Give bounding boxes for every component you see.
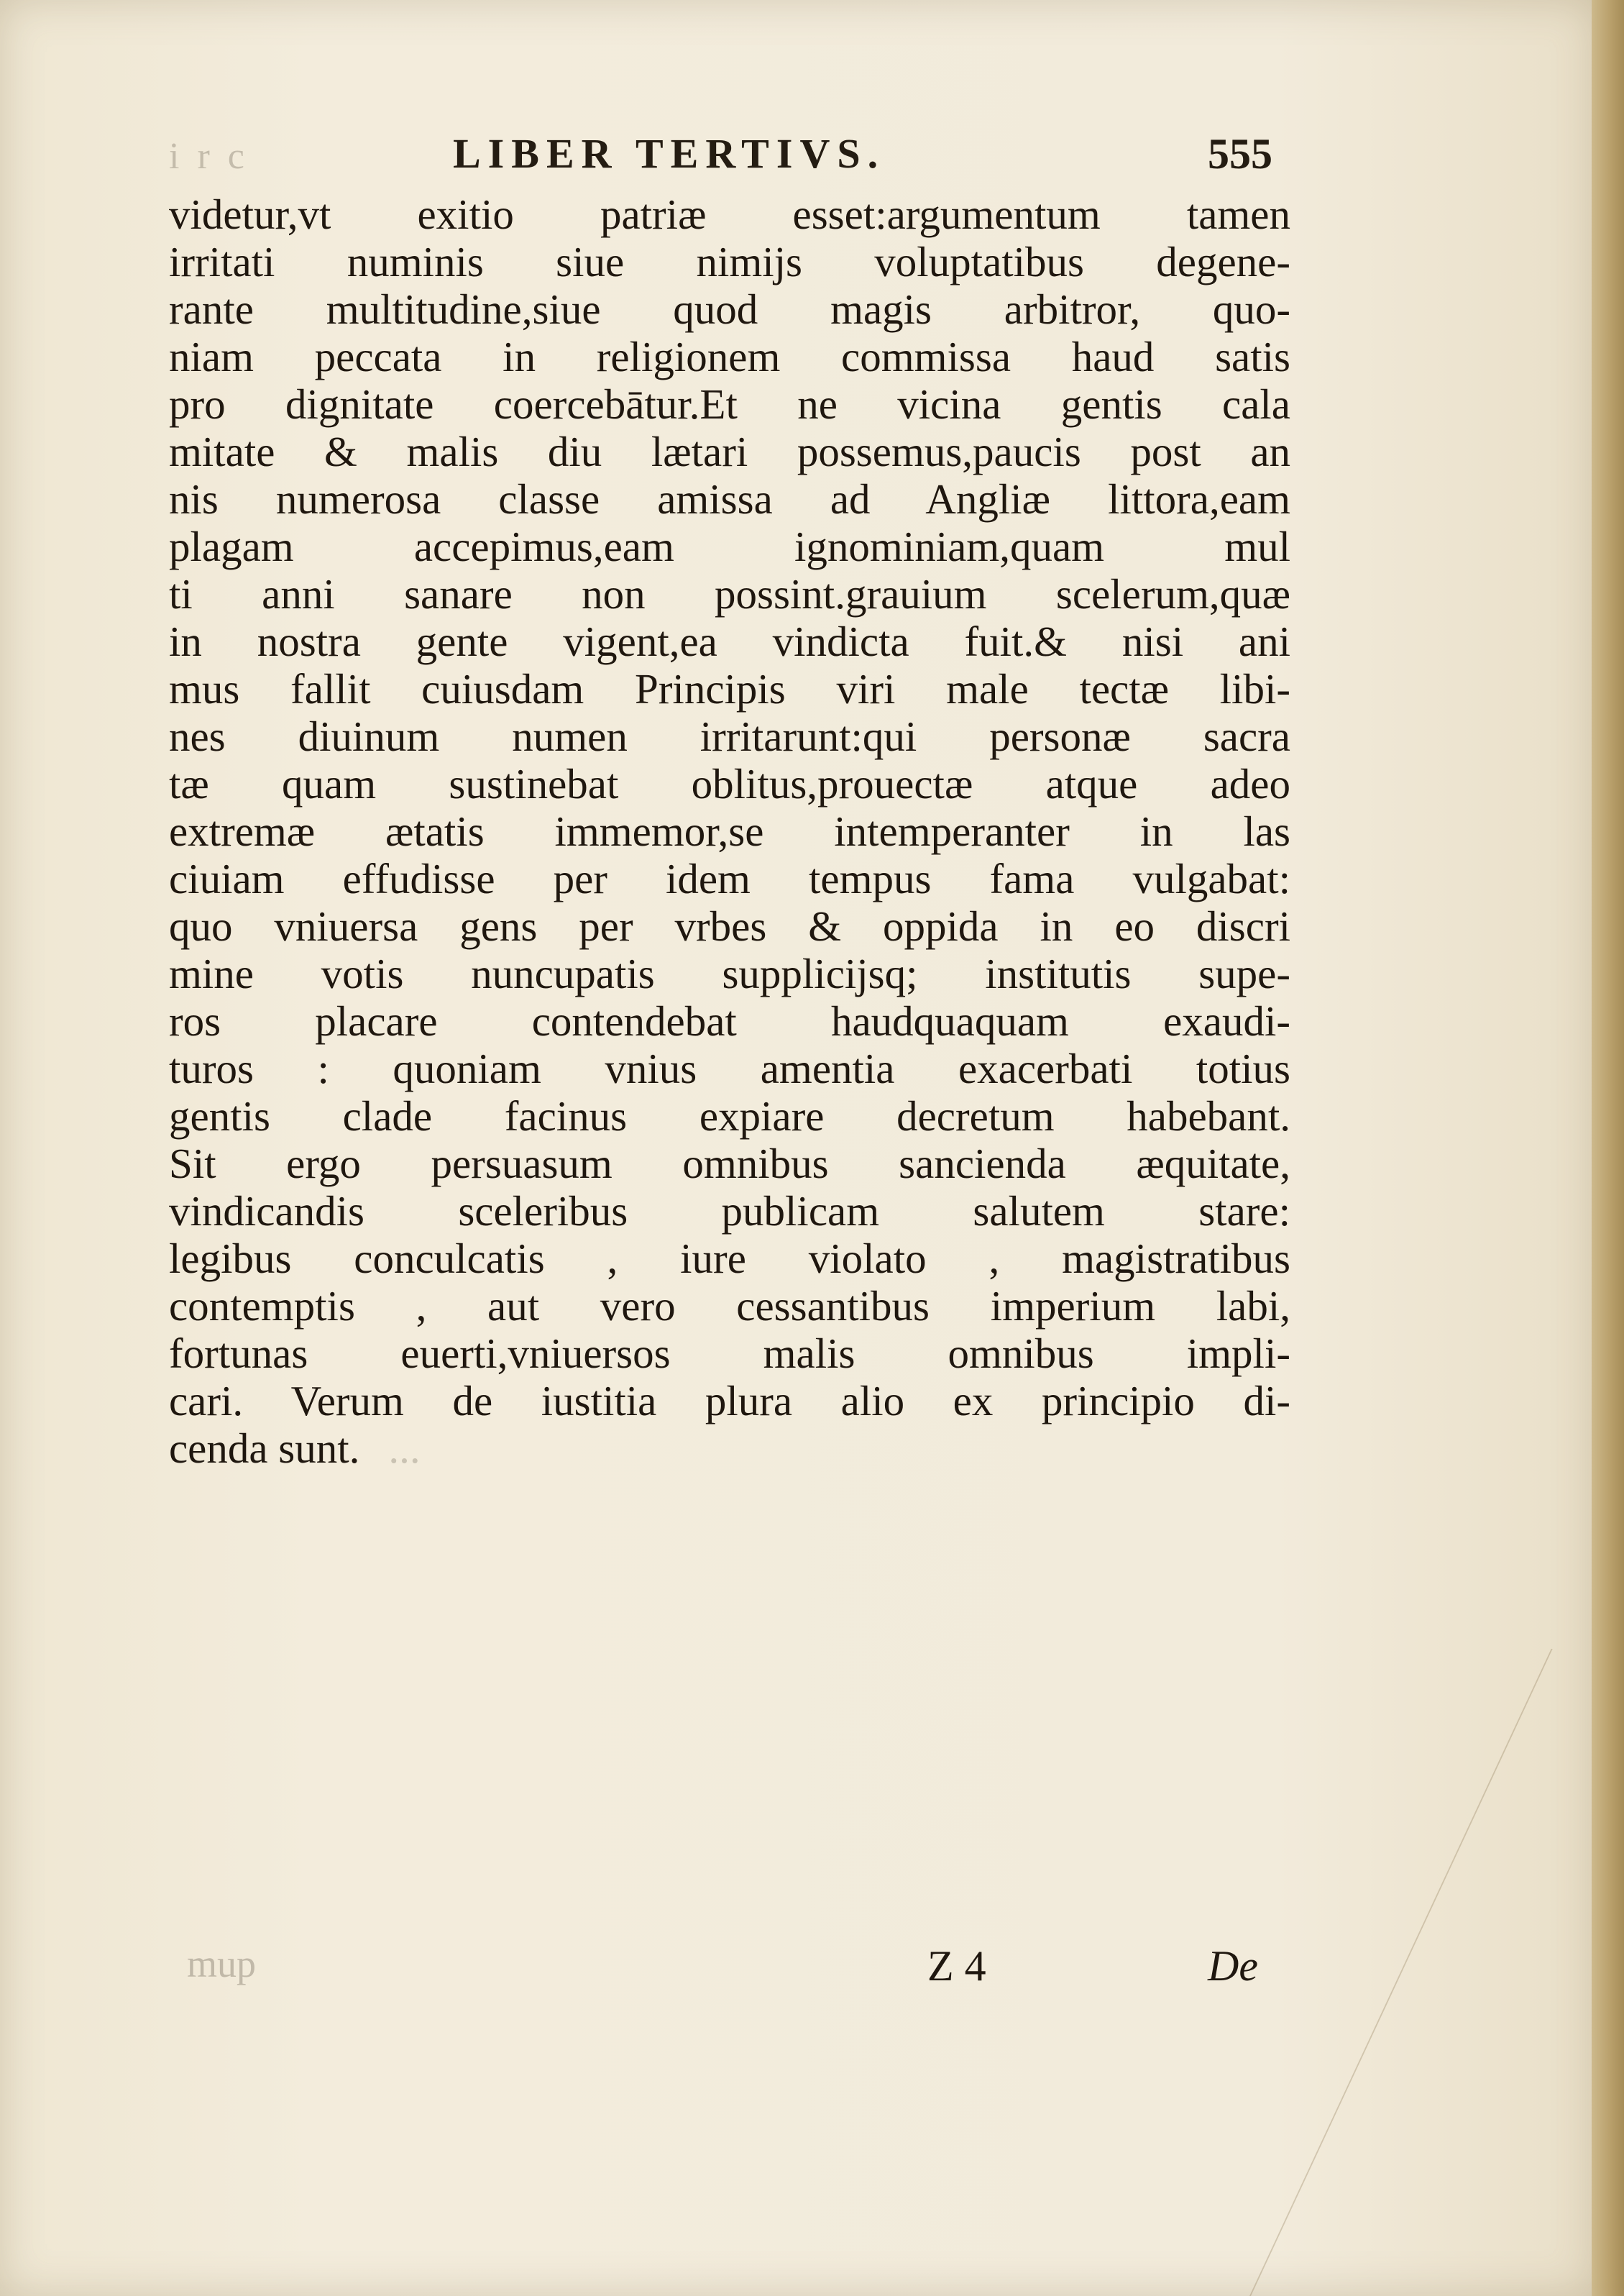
text-line: Sit ergo persuasum omnibus sancienda æquitate, xyxy=(169,1140,1290,1187)
text-line: contemptis , aut vero cessantibus imperium labi, xyxy=(169,1282,1290,1330)
signature-mark: Z 4 xyxy=(927,1942,986,1990)
text-line: irritati numinis siue nimijs voluptatibus degene- xyxy=(169,238,1290,285)
header-show-through: i r c xyxy=(169,136,249,177)
text-line: in nostra gente vigent,ea vindicta fuit.& nisi ani xyxy=(169,618,1290,665)
text-line: nis numerosa classe amissa ad Angliæ littora,eam xyxy=(169,475,1290,523)
text-line: pro dignitate coercebātur.Et ne vicina gentis cala xyxy=(169,380,1290,428)
page-edge xyxy=(1592,0,1624,2296)
text-line: rante multitudine,siue quod magis arbitror, quo- xyxy=(169,285,1290,333)
body-text xyxy=(169,191,1290,1472)
text-line-last-words: cenda sunt. xyxy=(169,1424,360,1472)
running-head: LIBER TERTIVS. xyxy=(453,130,886,177)
text-line: ros placare contendebat haudquaquam exaudi- xyxy=(169,997,1290,1045)
text-line: legibus conculcatis , iure violato , magistratibus xyxy=(169,1235,1290,1282)
text-line-last xyxy=(169,1424,1290,1472)
text-line: tæ quam sustinebat oblitus,prouectæ atque adeo xyxy=(169,760,1290,808)
catchword: De xyxy=(1208,1942,1258,1990)
text-show-through: ... xyxy=(388,1424,421,1472)
text-line: quo vniuersa gens per vrbes & oppida in eo discri xyxy=(169,902,1290,950)
text-line: ti anni sanare non possint.grauium scelerum,quæ xyxy=(169,570,1290,618)
page-footer xyxy=(187,1941,1308,2006)
text-line: plagam accepimus,eam ignominiam,quam mul xyxy=(169,523,1290,570)
text-line: extremæ ætatis immemor,se intemperanter in las xyxy=(169,808,1290,855)
page-header xyxy=(169,122,1290,194)
page-number: 555 xyxy=(1208,130,1272,178)
text-line: nes diuinum numen irritarunt:qui personæ sacra xyxy=(169,713,1290,760)
text-line: ciuiam effudisse per idem tempus fama vulgabat: xyxy=(169,855,1290,902)
text-line: turos : quoniam vnius amentia exacerbati totius xyxy=(169,1045,1290,1092)
text-line: niam peccata in religionem commissa haud satis xyxy=(169,333,1290,380)
text-line: vindicandis sceleribus publicam salutem stare: xyxy=(169,1187,1290,1235)
text-line: fortunas euerti,vniuersos malis omnibus impli- xyxy=(169,1330,1290,1377)
text-line: videtur,vt exitio patriæ esset:argumentum tamen xyxy=(169,191,1290,238)
text-line: cari. Verum de iustitia plura alio ex principio di- xyxy=(169,1377,1290,1424)
text-line: mitate & malis diu lætari possemus,paucis post an xyxy=(169,428,1290,475)
text-line: mine votis nuncupatis supplicijsq; institutis supe- xyxy=(169,950,1290,997)
text-line: gentis clade facinus expiare decretum habebant. xyxy=(169,1092,1290,1140)
footer-show-through: mup xyxy=(187,1942,257,1985)
text-line: mus fallit cuiusdam Principis viri male tectæ libi- xyxy=(169,665,1290,713)
